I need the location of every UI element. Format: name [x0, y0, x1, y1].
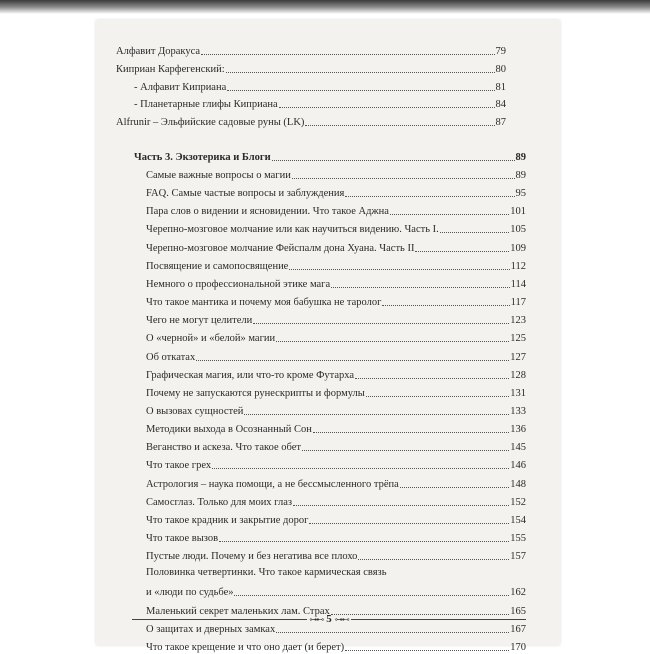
dot-leader — [345, 196, 514, 197]
toc-entry — [146, 440, 526, 454]
toc-entry-title: О «черной» и «белой» магии — [146, 333, 276, 345]
toc-entry-title: и «люди по судьбе» — [146, 587, 234, 599]
toc-entry-page: 112 — [510, 260, 526, 272]
toc-entry-title: Посвящение и самопосвящение — [146, 260, 289, 272]
dot-leader — [358, 559, 509, 560]
section-heading — [134, 150, 526, 164]
toc-entry-title: Что такое грех — [146, 460, 212, 472]
toc-entry — [146, 422, 526, 436]
toc-entry-page: 109 — [510, 242, 526, 254]
toc-entry — [146, 350, 526, 364]
toc-entry-title: Черепно-мозговое молчание Фейспалм дона Хуана. Часть II — [146, 242, 415, 254]
toc-entry-page: 84 — [495, 99, 506, 110]
toc-entry-page: 170 — [510, 641, 526, 653]
toc-entry-page: 167 — [510, 623, 526, 635]
toc-entry-title: Киприан Карфегенский: — [116, 64, 225, 75]
ornament-right-icon: ⊶⊷ — [334, 614, 349, 624]
toc-entry-page: 162 — [510, 587, 526, 599]
toc-entry — [146, 549, 526, 563]
top-shadow — [0, 0, 650, 14]
toc-entry-page: 157 — [510, 551, 526, 563]
toc-entry-page: 89 — [515, 170, 526, 181]
dot-leader — [276, 341, 509, 342]
toc-entry-page: 131 — [510, 387, 526, 399]
dot-leader — [234, 595, 509, 596]
toc-entry-page: 79 — [495, 46, 506, 57]
dot-leader — [244, 414, 509, 415]
dot-leader — [226, 72, 495, 73]
toc-entry-title: Половинка четвертинки. Что такое кармическая связь — [146, 567, 387, 579]
dot-leader — [400, 487, 509, 488]
toc-entry-title: Что такое вызов — [146, 533, 219, 544]
toc-entry — [146, 458, 526, 472]
toc-entry — [134, 80, 506, 94]
dot-leader — [293, 505, 509, 506]
dot-leader — [415, 251, 509, 252]
toc-entry — [146, 640, 526, 654]
toc-entry-title: Пара слов о видении и ясновидении. Что такое Аджна — [146, 206, 389, 218]
toc-entry — [146, 222, 526, 236]
toc-entry-title: Что такое крещение и что оно дает (и берет) — [146, 641, 345, 653]
toc-entry-title: - Планетарные глифы Киприана — [134, 99, 278, 110]
toc-entry — [146, 277, 526, 291]
toc-entry-page: 101 — [510, 206, 526, 218]
dot-leader — [289, 269, 509, 270]
dot-leader — [305, 125, 494, 126]
toc-entry-page: 114 — [510, 278, 526, 290]
table-of-contents — [96, 20, 560, 653]
toc-entry — [146, 404, 526, 418]
toc-entry-title: Об откатах — [146, 351, 196, 363]
toc-entry-title: FAQ. Самые частые вопросы и заблуждения — [146, 188, 345, 200]
toc-entry-page: 95 — [515, 188, 526, 200]
book-page — [96, 20, 560, 653]
toc-entry-page: 152 — [510, 496, 526, 508]
dot-leader — [212, 468, 509, 469]
toc-entry-title: Черепно-мозговое молчание или как научиться видению. Часть I. — [146, 224, 439, 236]
toc-entry — [146, 386, 526, 400]
toc-entry-page: 127 — [510, 351, 526, 363]
toc-entry-page: 165 — [510, 605, 526, 617]
toc-entry-title: Пустые люди. Почему и без негатива все плохо — [146, 551, 358, 563]
toc-entry-title: Методики выхода в Осознанный Сон — [146, 424, 312, 436]
toc-entry — [134, 97, 506, 111]
toc-entry-title: Самые важные вопросы о магии — [146, 170, 291, 181]
dot-leader — [390, 214, 509, 215]
toc-entry — [146, 513, 526, 527]
toc-entry — [146, 259, 526, 273]
toc-entry — [146, 313, 526, 327]
dot-leader — [227, 90, 494, 91]
toc-entry — [116, 44, 506, 58]
page-number: 5 — [326, 613, 332, 625]
toc-entry-title: Графическая магия, или что-то кроме Футарха — [146, 369, 355, 381]
toc-entry — [146, 241, 526, 255]
dot-leader — [382, 305, 509, 306]
dot-leader — [355, 378, 509, 379]
toc-entry-title: Чего не могут целители — [146, 315, 253, 327]
toc-entry-page: 145 — [510, 442, 526, 454]
toc-entry-page: 81 — [495, 82, 506, 93]
toc-entry-title: - Алфавит Киприана — [134, 82, 227, 93]
dot-leader — [366, 396, 509, 397]
toc-entry-page: 117 — [510, 297, 526, 309]
dot-leader — [201, 54, 494, 55]
toc-entry — [146, 567, 526, 581]
toc-entry-title: Часть 3. Экзотерика и Блоги — [134, 152, 271, 163]
dot-leader — [331, 287, 509, 288]
dot-leader — [440, 232, 510, 233]
ornament-left-icon: ⊶⊷ — [309, 614, 324, 624]
dot-leader — [276, 632, 509, 633]
dot-leader — [253, 323, 509, 324]
toc-entry — [116, 115, 506, 129]
toc-entry-title: Веганство и аскеза. Что такое обет — [146, 442, 301, 454]
toc-entry-page: 105 — [510, 224, 526, 236]
toc-entry-page: 89 — [515, 152, 526, 163]
toc-entry — [146, 368, 526, 382]
toc-entry — [146, 477, 526, 491]
toc-entry-title: Почему не запускаются рунескрипты и формулы — [146, 387, 365, 399]
toc-entry-page: 148 — [510, 478, 526, 490]
toc-entry-title: Alfrunir – Эльфийские садовые руны (LK) — [116, 117, 305, 128]
toc-entry-page: 125 — [510, 333, 526, 345]
toc-entry — [146, 204, 526, 218]
toc-entry — [146, 331, 526, 345]
toc-entry-title: Алфавит Доракуса — [116, 46, 201, 57]
dot-leader — [219, 541, 509, 542]
footer-rule-left — [132, 619, 307, 620]
dot-leader — [272, 160, 515, 161]
dot-leader — [313, 432, 509, 433]
toc-entry-title: Что такое крадник и закрытие дорог — [146, 514, 309, 526]
dot-leader — [279, 107, 495, 108]
toc-entry — [146, 295, 526, 309]
toc-entry-page: 87 — [495, 117, 506, 128]
toc-entry — [146, 168, 526, 182]
toc-entry-page: 136 — [510, 424, 526, 436]
toc-entry-title: Астрология – наука помощи, а не бессмысленного трёпа — [146, 478, 399, 490]
dot-leader — [196, 360, 509, 361]
toc-entry — [146, 495, 526, 509]
dot-leader — [345, 650, 509, 651]
toc-entry-continuation — [146, 585, 526, 599]
toc-entry-page: 123 — [510, 315, 526, 327]
toc-entry — [116, 62, 506, 76]
dot-leader — [302, 450, 509, 451]
toc-entry-page: 128 — [510, 369, 526, 381]
dot-leader — [309, 523, 509, 524]
toc-entry-title: Самосглаз. Только для моих глаз — [146, 496, 293, 508]
toc-entry-page: 80 — [495, 64, 506, 75]
toc-entry-title: О защитах и дверных замках — [146, 623, 276, 635]
toc-entry-title: О вызовах сущностей — [146, 405, 244, 417]
dot-leader — [292, 178, 515, 179]
toc-entry-title: Что такое мантика и почему моя бабушка не таролог — [146, 297, 382, 309]
toc-entry-page: 154 — [510, 514, 526, 526]
toc-entry — [146, 531, 526, 545]
toc-entry-page: 146 — [510, 460, 526, 472]
toc-entry-page: 155 — [510, 533, 526, 544]
toc-entry-title: Немного о профессиональной этике мага — [146, 278, 331, 290]
page-footer — [132, 614, 526, 624]
toc-entry-title: Маленький секрет маленьких лам. Страх — [146, 605, 330, 617]
toc-entry-page: 133 — [510, 405, 526, 417]
toc-entry — [146, 186, 526, 200]
footer-rule-right — [351, 619, 526, 620]
